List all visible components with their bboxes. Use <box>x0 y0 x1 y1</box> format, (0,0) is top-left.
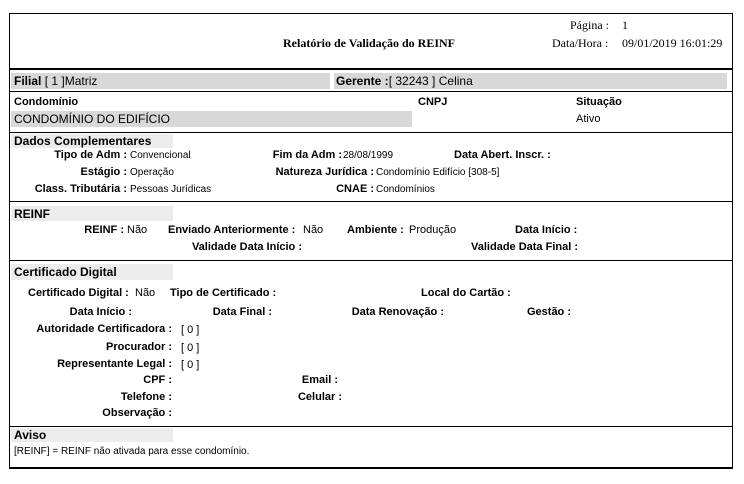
frame-bottom-border <box>9 467 733 469</box>
enviado-value: Não <box>303 224 324 236</box>
natureza-value: Condomínio Edifício [308-5] <box>376 167 500 178</box>
class-label: Class. Tributária : <box>34 183 127 195</box>
reinf-label: REINF : <box>84 224 124 236</box>
cert-data-final-label: Data Final : <box>212 306 272 318</box>
gestao-label: Gestão : <box>526 306 571 318</box>
aviso-text: [REINF] = REINF não ativada para esse condomínio. <box>14 446 250 457</box>
gerente-label: Gerente : <box>336 74 389 88</box>
natureza-label: Natureza Jurídica : <box>275 166 374 178</box>
dados-divider <box>9 201 733 202</box>
header-bottom-border <box>9 68 733 70</box>
telefone-label: Telefone : <box>120 391 172 403</box>
reinf-data-inicio-label: Data Início : <box>515 224 578 236</box>
local-cartao-label: Local do Cartão : <box>421 287 511 299</box>
aviso-section-title: Aviso <box>14 428 47 442</box>
tipo-cert-label: Tipo de Certificado : <box>170 287 277 299</box>
autoridade-label: Autoridade Certificadora : <box>36 323 172 335</box>
condominio-value: CONDOMÍNIO DO EDIFÍCIO <box>14 112 170 126</box>
situacao-value: Ativo <box>576 113 601 125</box>
page-value: 1 <box>622 18 628 32</box>
reinf-section-title: REINF <box>14 207 50 221</box>
filial-field <box>14 74 97 88</box>
certificado-divider <box>9 426 733 427</box>
report-title: Relatório de Validação do REINF <box>283 36 456 50</box>
validade-final-label: Validade Data Final : <box>471 241 578 253</box>
tipo-adm-label: Tipo de Adm : <box>54 149 127 161</box>
frame-top-border <box>9 13 733 14</box>
condominio-divider <box>9 132 733 133</box>
estagio-label: Estágio : <box>80 166 127 178</box>
reinf-divider <box>9 260 733 261</box>
data-renovacao-label: Data Renovação : <box>351 306 444 318</box>
frame-left-border <box>9 13 10 469</box>
fim-adm-value: 28/08/1999 <box>343 150 394 161</box>
fim-adm-label: Fim da Adm : <box>272 149 342 161</box>
frame-right-border <box>732 13 733 469</box>
estagio-value: Operação <box>130 167 174 178</box>
celular-label: Celular : <box>297 391 342 403</box>
filial-value: [ 1 ]Matriz <box>44 74 98 88</box>
ambiente-value: Produção <box>409 224 457 236</box>
tipo-adm-value: Convencional <box>130 150 191 161</box>
autoridade-value: [ 0 ] <box>181 324 200 336</box>
cert-label: Certificado Digital : <box>28 287 129 299</box>
enviado-label: Enviado Anteriormente : <box>168 224 296 236</box>
cnae-value: Condomínios <box>376 184 435 195</box>
email-label: Email : <box>301 374 338 386</box>
cert-value: Não <box>135 287 156 299</box>
procurador-label: Procurador : <box>105 341 172 353</box>
gerente-value: [ 32243 ] Celina <box>388 74 473 88</box>
condominio-label: Condomínio <box>14 96 79 108</box>
situacao-label: Situação <box>576 96 622 108</box>
page-label: Página : <box>570 18 609 32</box>
datetime-label: Data/Hora : <box>552 36 609 50</box>
reinf-value: Não <box>127 224 148 236</box>
representante-value: [ 0 ] <box>181 359 200 371</box>
certificado-section-title: Certificado Digital <box>14 265 117 279</box>
class-value: Pessoas Jurídicas <box>130 184 212 195</box>
procurador-value: [ 0 ] <box>181 342 200 354</box>
data-abert-label: Data Abert. Inscr. : <box>454 149 551 161</box>
datetime-value: 09/01/2019 16:01:29 <box>622 36 723 50</box>
validade-inicio-label: Validade Data Início : <box>191 241 302 253</box>
dados-section-title: Dados Complementares <box>14 134 152 148</box>
representante-label: Representante Legal : <box>57 358 172 370</box>
cert-data-inicio-label: Data Início : <box>69 306 132 318</box>
gerente-field <box>336 74 473 88</box>
cpf-label: CPF : <box>143 374 172 386</box>
filial-divider <box>9 91 733 92</box>
filial-label: Filial <box>14 74 42 88</box>
observacao-label: Observação : <box>102 407 172 419</box>
ambiente-label: Ambiente : <box>347 224 404 236</box>
cnae-label: CNAE : <box>336 183 374 195</box>
cnpj-label: CNPJ <box>418 96 448 108</box>
